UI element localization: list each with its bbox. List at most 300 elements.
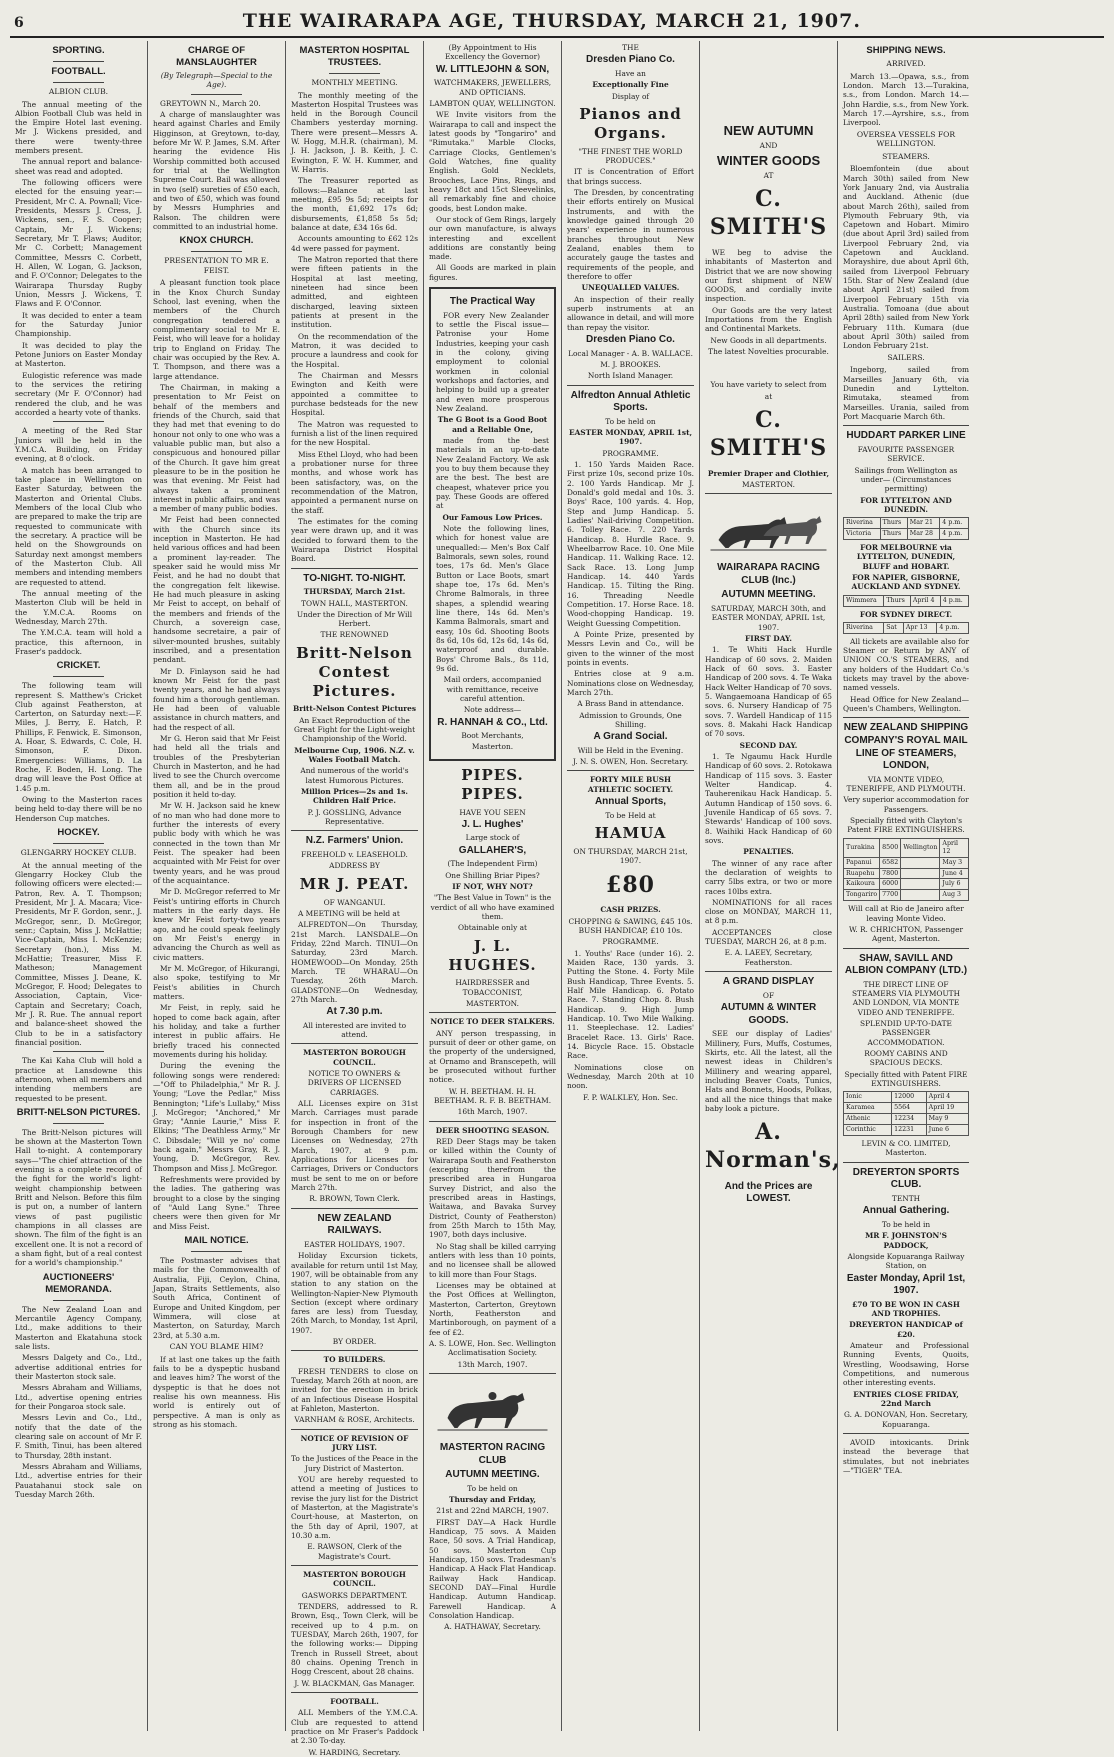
deer-season-heading: DEER SHOOTING SEASON. xyxy=(435,1125,550,1135)
the: THE xyxy=(622,43,639,52)
johnston-location: Alongside Kopuaranga Railway Station, on xyxy=(847,1251,965,1271)
chrichton-signature: W. R. CHRICHTON, Passenger Agent, Masterton. xyxy=(848,924,964,944)
article-paragraph: NOMINATIONS for all races close on MONDAY, MARCH 11, at 8 p.m. xyxy=(705,897,832,926)
dresden-title: Dresden Piano Co. xyxy=(586,54,675,66)
ship-name: Riverina xyxy=(844,518,881,529)
hospital-subheading: MONTHLY MEETING. xyxy=(311,77,398,87)
albion-heading: ALBION CLUB. xyxy=(48,86,109,96)
article-paragraph: During the evening the following songs were rendered:—"Off to Philadelphia," Mr R. J. Young; "Love the Pedlar," Miss Bennington; "Life's Lullaby," Miss J. McGregor; "Anchored," Mr Gray; "Annie Laurie," Miss F. Elkins; "The Deathless Army," Mr C. Dibsdale; "Will ye no' come back again," Messrs Gray, R. J. Young, D. McGregor, Rev. Thompson and Miss J. McGregor. xyxy=(153,1061,280,1173)
unequalled-values: UNEQUALLED VALUES. xyxy=(581,283,680,293)
huddart-heading: HUDDART PARKER LINE xyxy=(846,430,966,442)
will-call: Will call at Rio de Janeiro after leaving Monte Video. xyxy=(848,904,964,923)
nzsc-accom: Very superior accommodation for Passengers. xyxy=(843,795,969,814)
sail-time: 4 p.m. xyxy=(940,518,969,529)
pipes-title: PIPES. PIPES. xyxy=(461,765,524,803)
article-paragraph: Refreshments were provided by the ladies. The gathering was brought to a close by the singing of "Auld Lang Syne." Three cheers were then given for Mr and Miss Feist. xyxy=(153,1175,280,1231)
annual-gathering: Annual Gathering. xyxy=(862,1205,950,1217)
large-stock: Large stock of xyxy=(465,833,520,843)
sail-day: Sat xyxy=(884,622,904,633)
article-paragraph: Holiday Excursion tickets, available for return until 1st May, 1907, will be obtainable from any station to any station on the Wellington-Napier-New Plymouth Section (except where ordinary fares are less) from Tuesday, 26th March, to Monday, 1st April, 1907. xyxy=(291,1251,418,1335)
article-paragraph: SEE our display of Ladies' Millinery, Furs, Muffs, Costumes, Skirts, etc. All the latest, all the newest ideas in Children's Millinery and wearing apparel, including Beaver Coats, Tunics, Hats and Bonnets, Hoods, Polkas, and all the nice things that make baby look a picture. xyxy=(705,1029,832,1113)
gossling: P. J. GOSSLING, Advance Representative. xyxy=(307,807,402,827)
practical-way-title: The Practical Way xyxy=(449,296,536,308)
racehorse-icon xyxy=(429,1378,556,1438)
racing-dates: 21st and 22nd MARCH, 1907. xyxy=(436,1506,549,1516)
programme-heading-2: PROGRAMME. xyxy=(602,937,659,947)
exceptionally-fine: Exceptionally Fine xyxy=(592,80,669,90)
and: AND xyxy=(759,141,778,151)
nzsc-specially: Specially fitted with Clayton's Patent FIRE EXTINGUISHERS. xyxy=(847,816,965,835)
hockey-heading: HOCKEY. xyxy=(57,827,100,839)
jury-heading: NOTICE OF REVISION OF JURY LIST. xyxy=(300,1433,409,1453)
wrc-heading: WAIRARAPA RACING CLUB (Inc.) xyxy=(717,562,820,586)
smith-masterton: MASTERTON. xyxy=(741,479,796,489)
tonnage: 8500 xyxy=(880,838,901,857)
latest-novelties: The latest Novelties procurable. xyxy=(708,347,829,357)
article-paragraph: Messrs Levin and Co., Ltd., notify that the date of the clearing sale on account of Mr F. F. Smith, Tinui, has been altered to Thursday, 28th instant. xyxy=(15,1413,142,1460)
huddart-schedule xyxy=(843,517,969,540)
sail-date: July 6 xyxy=(940,879,969,890)
gasworks-subheading: GASWORKS DEPARTMENT. xyxy=(301,1590,408,1600)
britt-nelson-heading: BRITT-NELSON PICTURES. xyxy=(16,1106,141,1118)
article-paragraph: The Dresden, by concentrating their efforts entirely on Musical Instruments, and with the knowledge gained through 20 years' experience in numerous branches throughout New Zealand, enables them to accurately gauge the tastes and requirements of the people, and therefore to offer xyxy=(567,188,694,281)
melbourne-cup: Melbourne Cup, 1906. N.Z. v. Wales Football Match. xyxy=(294,745,415,765)
sail-date: Aug 3 xyxy=(940,890,969,901)
article-paragraph: An inspection of their really superb instruments at an allowance in detail, and will more than repay the visitor. xyxy=(567,294,694,332)
article-paragraph: Nominations close on Wednesday, March 20th at 10 noon. xyxy=(567,1062,694,1091)
harding-signature: W. HARDING, Secretary. xyxy=(308,1747,401,1757)
a-normans: A. Norman's, xyxy=(705,1119,841,1173)
ship-name: Wimmera xyxy=(844,595,884,606)
steamers-heading: STEAMERS. xyxy=(882,151,930,161)
article-paragraph: made from the best materials in an up-to-date New Zealand Factory. We ask you to buy them because they are the best. The best are cheapest, whatever price you pay. These Goods are offered at xyxy=(436,436,549,511)
easter-holidays: EASTER HOLIDAYS, 1907. xyxy=(304,1239,405,1249)
gasworks-heading: MASTERTON BOROUGH COUNCIL. xyxy=(303,1570,406,1589)
premier-draper: Premier Draper and Clothier, xyxy=(707,468,830,478)
meeting-list: ALFREDTON—On Thursday, 21st March. LANSDALE—On Friday, 22nd March. TINUI—On Saturday, 23rd March. HOMEWOOD—On Monday, 25th March. TE WHARAU—On Tuesday, 26th March. GLADSTONE—On Wednesday, 27th March. xyxy=(291,920,418,1004)
thursday-friday: Thursday and Friday, xyxy=(449,1495,536,1505)
grand-display: A GRAND DISPLAY xyxy=(722,976,815,988)
article-paragraph: 1. Te Whiti Hack Hurdle Handicap of 60 sovs. 2. Maiden Hack of 60 sovs. 3. Easter Handicap of 200 sovs. 4. Te Waka Hack Welter Handicap of 70 sovs. 5. Wangaemoana Handicap of 65 sovs. 6. Nursery Handicap of 75 sovs. 7. Wardell Handicap of 115 sovs. 8. Makahi Hack Handicap of 70 sovs. xyxy=(705,645,832,739)
practical-way-advert xyxy=(429,287,556,761)
sailers-heading: SAILERS. xyxy=(887,352,925,362)
tenth: TENTH xyxy=(891,1193,921,1203)
littlejohn-title: W. LITTLEJOHN & SON, xyxy=(435,63,550,75)
autumn-winter-goods: AUTUMN & WINTER GOODS. xyxy=(720,1002,817,1026)
article-paragraph: Accounts amounting to £62 12s 4d were passed for payment. xyxy=(291,234,418,253)
article-paragraph: The following team will represent S. Matthew's Cricket Club against Featherston, at Carterton, on Saturday next:—F. Miles, J. Berry, E. Hatch, P. Phillips, F. Fenwick, E. Simonson, A. Hoar, S. Edwards, C. Cole, H. Simonson, F. Dixon. Emergencies: Williams, D. La Roche, F. Boden, H. Long. The drag will leave the Post Office at 1.45 p.m. xyxy=(15,681,142,793)
article-paragraph: Amateur and Professional Running Events, Quoits, Wrestling, Woodsawing, Horse Competitions, and numerous other interesting events. xyxy=(843,1341,969,1388)
on-thursday: ON THURSDAY, MARCH 21st, 1907. xyxy=(573,846,688,866)
article-paragraph: FRESH TENDERS to close on Tuesday, March 26th at noon, are invited for the erection in brick of an Infectious Disease Hospital at Fahleton, Masterton. xyxy=(291,1366,418,1414)
sail-date: June 6 xyxy=(926,1125,968,1136)
article-paragraph: YOU are hereby requested to attend a meeting of Justices to revise the jury list for the District of Masterton, at the Magistrate's Court-house, at Masterton, on the 5th day of April, 1907, at 10.30 a.m. xyxy=(291,1475,418,1541)
article-paragraph: The Y.M.C.A. team will hold a practice, this afternoon, in Fraser's paddock. xyxy=(15,628,142,656)
low-prices: Our Famous Low Prices. xyxy=(442,512,543,522)
will-be-held: Will be Held in the Evening. xyxy=(577,745,684,755)
table-row xyxy=(844,868,969,879)
steamer-name: Papanui xyxy=(844,857,880,868)
winter-goods: WINTER GOODS xyxy=(716,152,821,168)
article-paragraph: The Britt-Nelson pictures will be shown at the Masterton Town Hall to-night. A contemporary says—"The chief attraction of the evening is a complete record of the fight for the world's light-weight championship between Britt and Nelson. Before this film is put on, a number of lantern views of past pugilistic champions in all classes are shown. The film of the fight is an excellent one. It is not a record of a sham fight, but of a real contest for a world's championship." xyxy=(15,1127,142,1268)
page-number: 6 xyxy=(14,15,24,31)
shipping-heading: SHIPPING NEWS. xyxy=(866,45,946,56)
steamer-name: Karamea xyxy=(844,1103,892,1114)
glengarry-heading: GLENGARRY HOCKEY CLUB. xyxy=(20,848,137,858)
to-be-held-in: To be held in xyxy=(881,1219,931,1229)
dreyerton-heading: DREYERTON SPORTS CLUB. xyxy=(852,1166,960,1191)
tonight-banner: TO-NIGHT. TO-NIGHT. xyxy=(303,572,406,584)
freehold: FREEHOLD v. LEASEHOLD. xyxy=(301,850,408,860)
programme-heading: PROGRAMME. xyxy=(602,448,659,458)
cricket-heading: CRICKET. xyxy=(56,660,101,672)
article-paragraph: GREYTOWN N., March 20. xyxy=(160,98,261,108)
charge-heading: CHARGE OF MANSLAUGHTER xyxy=(176,45,257,68)
mail-notice-heading: MAIL NOTICE. xyxy=(184,1235,249,1247)
steamer-name: Athenic xyxy=(844,1114,892,1125)
wrc-dates: SATURDAY, MARCH 30th, and EASTER MONDAY, APRIL 1st, 1907. xyxy=(711,603,826,632)
sail-date: May 9 xyxy=(926,1114,968,1125)
article-paragraph: Mr G. Heron said that Mr Feist had held all the trials and troubles of the Presbyterian Church in Masterton, and he had lived to see the Church overcome them all, and be in the proud position it held to-day. xyxy=(153,734,280,799)
prices: Million Prices—2s and 1s. Children Half Price. xyxy=(301,787,408,806)
column-6 xyxy=(700,41,841,1731)
local-manager: Local Manager - A. B. WALLACE. xyxy=(568,348,693,358)
levin-signature: LEVIN & CO. LIMITED, Masterton. xyxy=(861,1139,951,1158)
chopping: CHOPPING & SAWING, £45 10s. BUSH HANDICAP, £10 10s. xyxy=(568,916,693,935)
donovan-signature: G. A. DONOVAN, Hon. Secretary, Kopuaranga. xyxy=(844,1410,968,1429)
article-paragraph: ANY person trespassing, in pursuit of deer or other game, on the property of the undersigned, at Ornamo and Branscepeth, will be prosecuted without further notice. xyxy=(429,1028,556,1085)
beetham-signature: W. H. BEETHAM. H. H. BEETHAM. R. F. B. BEETHAM. xyxy=(433,1086,552,1106)
new-autumn: NEW AUTUMN xyxy=(723,123,814,138)
table-row xyxy=(844,518,969,529)
article-paragraph: Our stock of Gem Rings, largely our own manufacture, is always interesting and excellent additions are constantly being made. xyxy=(429,214,556,262)
sporting-heading: SPORTING. xyxy=(52,45,105,56)
sail-date: Apr 13 xyxy=(903,622,937,633)
article-paragraph: The annual meeting of the Masterton Club will be held in the Y.M.C.A. Rooms on Wednesday, March 27th. xyxy=(15,588,142,626)
alfredton-heading: Alfredton Annual Athletic Sports. xyxy=(570,389,691,414)
at-2: at xyxy=(764,391,773,401)
football-heading: FOOTBALL. xyxy=(51,65,106,77)
favourite-passenger: FAVOURITE PASSENGER SERVICE. xyxy=(857,444,955,464)
first-day: FIRST DAY. xyxy=(745,633,792,643)
article-paragraph: Owing to the Masterton races being held to-day there will be no Henderson Cup matches. xyxy=(15,795,142,823)
article-paragraph: Mr M. McGregor, of Hikurangi, also spoke, testifying to Mr Feist's abilities in Church matters. xyxy=(153,963,280,1001)
article-paragraph: A pleasant function took place in the Knox Church Sunday School, last evening, when the members of the Church congregation tendered a complimentary social to Mr E. Feist, who will leave for a holiday trip to England on Friday. The chair was occupied by the Rev. A. T. Thompson, and there was a large attendance. xyxy=(153,278,280,381)
c-smiths: C. SMITH'S xyxy=(709,186,828,241)
tonnage: 7700 xyxy=(880,890,901,901)
johnston-paddock: MR F. JOHNSTON'S PADDOCK, xyxy=(865,1231,947,1250)
columns xyxy=(10,41,1104,1757)
prices-lowest: And the Prices are LOWEST. xyxy=(724,1180,813,1205)
deer-heading: NOTICE TO DEER STALKERS. xyxy=(430,1017,555,1027)
by-order: BY ORDER. xyxy=(332,1337,377,1347)
easter-monday-april: Easter Monday, April 1st, 1907. xyxy=(846,1272,966,1297)
autumn-meeting: AUTUMN MEETING. xyxy=(445,1469,540,1481)
article-paragraph: WE Invite visitors from the Wairarapa to call and inspect the latest goods by "Tongariro" and "Rimutaka." Marble Clocks, Carriage Clocks, Gentlemen's Gold Watches, fine quality English. Gold Necklets, Brooches, Lace Pins, Rings, and heavy 18ct and 15ct Sleevelinks, all remarkably fine and choice goods, best London make. xyxy=(429,110,556,213)
auctioneers-heading: AUCTIONEERS' MEMORANDA. xyxy=(42,1271,115,1295)
one-shilling: One Shilling Briar Pipes? xyxy=(445,870,540,880)
sail-date: May 3 xyxy=(940,857,969,868)
north-island-manager: North Island Manager. xyxy=(587,371,674,381)
oversea-heading: OVERSEA VESSELS FOR WELLINGTON. xyxy=(856,129,956,149)
dresden-co-2: Dresden Piano Co. xyxy=(586,333,675,345)
article-paragraph: Mr W. H. Jackson said he knew of no man who had done more to further the interests of every public body with which he was connected in the town than Mr Feist. The speaker had been acquainted with Mr Feist for over twenty years, and he was proud of the acquaintance. xyxy=(153,801,280,885)
tonnage: 12231 xyxy=(892,1125,927,1136)
article-paragraph: FOR every New Zealander to settle the Fiscal issue—Patronise your Home Industries, keeping your cash in the colony, giving employment to colonial workmen in colonial workshops and factories, and helping to build up a greater and even more prosperous New Zealand. xyxy=(436,310,549,414)
article-paragraph: Our Goods are the very latest Importations from the English and Continental Markets. xyxy=(705,305,832,334)
table-row xyxy=(844,1125,969,1136)
mail-question: CAN YOU BLAME HIM? xyxy=(169,1342,264,1352)
brookes: M. J. BROOKES. xyxy=(600,359,661,369)
article-paragraph: The Matron reported that there were fifteen patients in the Hospital at last meeting, nineteen had since been admitted, and eighteen discharged, leaving sixteen patients at present in the institution. xyxy=(291,255,418,330)
article-paragraph: All Goods are marked in plain figures. xyxy=(429,263,556,282)
article-paragraph: The following officers were elected for the ensuing year:—President, Mr C. A. Pownall; Vice-Presidents, Messrs J. Cress, J. Wickens, sen., F. S. Cooper; Captain, Mr J. Wickens; Secretary, Mr T. Flaws; Auditor, Mr C. Corbett; Management Committee, Messrs C. Corbett, H. Allen, W. Logan, G. Jackson, and F. O'Connor; Delegates to the Wairarapa Thursday Rugby Union, Messrs J. Wickens, T. Flaws and F. O'Connor. xyxy=(15,178,142,309)
renowned: THE RENOWNED xyxy=(320,630,389,640)
table-row xyxy=(844,1092,969,1103)
have-an: Have an xyxy=(615,68,646,78)
hannah-title: R. HANNAH & CO., Ltd. xyxy=(437,716,548,728)
direction: Under the Direction of Mr Will Herbert. xyxy=(296,609,413,629)
article-paragraph: A match has been arranged to take place in Wellington on Easter Saturday, between the Masterton and Oriental Clubs. Members of the local Club who are prepared to make the trip are requested to communicate with the secretary. A practice will be held on the Showgrounds on Saturday next amongst members of the Masterton Club. All members and intending members are requested to attend. xyxy=(15,465,142,587)
to-be-held-on: To be held on xyxy=(605,416,656,426)
nzsc-heading: NEW ZEALAND SHIPPING COMPANY'S ROYAL MAIL LINE OF STEAMERS, LONDON, xyxy=(843,722,969,772)
britt-nelson-subtitle: Britt-Nelson Contest Pictures xyxy=(292,704,416,714)
entries-close: ENTRIES CLOSE FRIDAY, 22nd March xyxy=(853,1389,959,1408)
to-be-held: To be held on xyxy=(467,1483,518,1493)
port xyxy=(901,857,940,868)
tonnage: 7800 xyxy=(880,868,901,879)
appointment: (By Appointment to His Excellency the Governor) xyxy=(444,43,541,62)
sail-date: Mar 21 xyxy=(907,518,939,529)
article-paragraph: Messrs Abraham and Williams, Ltd., advertise entries for their Pauatahanui stock sale on Tuesday March 26th. xyxy=(15,1461,142,1499)
brass-band: A Brass Band in attendance. xyxy=(577,699,684,709)
sail-date: April 4 xyxy=(926,1092,968,1103)
article-paragraph: Ingeborg, sailed from Marseilles January 6th, via Dunedin and Lyttelton. Rimutaka, steamed from Marseilles. Urania, sailed from Port Macquarie March 6th. xyxy=(843,365,969,421)
article-paragraph: Messrs Abraham and Williams, Ltd., advertise opening entries for their Pongaroa stock sale. xyxy=(15,1383,142,1411)
article-paragraph: The annual meeting of the Albion Football Club was held in the Empire Hotel last evening. Mr J. Wickens presided, and there were twenty-three members present. xyxy=(15,99,142,156)
port xyxy=(901,890,940,901)
admission: Admission to Grounds, One Shilling. xyxy=(579,710,682,729)
meeting-held: A MEETING will be held at xyxy=(298,908,400,918)
tonnage: 5564 xyxy=(892,1103,927,1114)
article-paragraph: The New Zealand Loan and Mercantile Agency Company, Ltd., make additions to their Masterton and Ekatahuna stock sale lists. xyxy=(15,1304,142,1351)
article-paragraph: If at last one takes up the faith fails to be a dyspeptic husband and leaves him? The worst of the dyspeptic is that he does not realise his own meanness. His world is entirely out of perspective. A man is only as strong as his stomach. xyxy=(153,1354,280,1429)
charge-subheading: (By Telegraph—Special to the Age). xyxy=(160,70,273,90)
article-paragraph: All tickets are available also for Steamer or Return by ANY of UNION CO.'S STEAMERS, and any holders of the Huddart Co.'s tickets may travel by the above-named vessels. xyxy=(843,636,969,693)
mr-peat: MR J. PEAT. xyxy=(299,874,410,893)
nzsc-schedule xyxy=(843,838,969,902)
shaw-heading: SHAW, SAVILL AND ALBION COMPANY (LTD.) xyxy=(844,952,968,977)
address-by: ADDRESS BY xyxy=(329,861,380,871)
meeting-time: At 7.30 p.m. xyxy=(326,1006,383,1018)
hannah-location: Masterton. xyxy=(471,742,514,752)
dreyerton-handicap: DREYERTON HANDICAP of £20. xyxy=(849,1320,963,1339)
sailings: Sailings from Wellington as under— (Circumstances permitting) xyxy=(854,465,958,494)
table-row xyxy=(844,529,969,540)
easter-monday: EASTER MONDAY, APRIL 1st, 1907. xyxy=(568,428,693,447)
article-paragraph: Mr Feist, in reply, said he hoped to come back again, after his holiday, and take a further interest in public affairs. He briefly traced his connected movements during his holiday. xyxy=(153,1003,280,1059)
steamer-name: Tongariro xyxy=(844,890,880,901)
article-paragraph: It was decided to enter a team for the Saturday Junior Championship. xyxy=(15,310,142,339)
steamer-name: Ruapehu xyxy=(844,868,880,879)
shaw-roomy: ROOMY CABINS AND SPACIOUS DECKS. xyxy=(864,1049,948,1068)
article-paragraph: IT is Concentration of Effort that brings success. xyxy=(567,167,694,186)
article-paragraph: The Postmaster advises that mails for the Commonwealth of Australia, Fiji, Ceylon, China, Japan, Straits Settlements, also South Africa, Continent of Europe and United Kingdom, per Wimmera, will close at Masterton, on Saturday, March 23rd, at 5.30 a.m. xyxy=(153,1256,280,1340)
tonnage: 12000 xyxy=(892,1092,927,1103)
variety: You have variety to select from xyxy=(710,380,827,390)
article-paragraph: Miss Ethel Lloyd, who had been a probationer nurse for three months, and whose work has been satisfactory, was, on the recommendation of the Matron, appointed a permanent nurse on the staff. xyxy=(291,449,418,515)
builders-heading: TO BUILDERS. xyxy=(323,1355,386,1365)
owen-signature: J. N. S. OWEN, Hon. Secretary. xyxy=(572,757,689,767)
table-row xyxy=(844,879,969,890)
hughes-name: J. L. Hughes' xyxy=(461,818,524,830)
port: Wellington xyxy=(901,838,940,857)
sail-date: Mar 28 xyxy=(907,529,939,540)
britt-nelson-title: Britt-Nelson Contest Pictures. xyxy=(296,643,413,700)
sail-time: 4 p.m. xyxy=(940,595,968,606)
tonight-date: THURSDAY, March 21st. xyxy=(303,587,406,597)
borough-heading: MASTERTON BOROUGH COUNCIL. xyxy=(303,1048,406,1067)
table-row xyxy=(844,838,969,857)
ship-name: Riverina xyxy=(844,622,884,633)
article-paragraph: It was decided to play the Petone Juniors on Easter Monday at Masterton. xyxy=(15,340,142,369)
article-paragraph: On the recommendation of the Matron, it was decided to procure a laundress and cook for the Hospital. xyxy=(291,331,418,369)
article-paragraph: 1. Youths' Race (under 16). 2. Maiden Race, 130 yards. 3. Putting the Stone. 4. Forty Mile Bush Handicap, Three Events. 5. Half Mile Handicap. 6. Potato Race. 7. Standing Chop. 8. Bush Handicap. 9. High Jump Handicap. 10. Two Mile Walking. 11. Steeplechase. 12. Ladies' Bracelet Race. 13. Girls' Race. 14. Bicycle Race. 15. Obstacle Race. xyxy=(567,948,694,1061)
shaw-direct: THE DIRECT LINE OF STEAMERS VIA PLYMOUTH AND LONDON, VIA MONTE VIDEO AND TENERIFFE. xyxy=(851,979,961,1017)
article-paragraph: No Stag shall be killed carrying antlers with less than 10 points, and no licensee shall be allowed to kill more than Four Stags. xyxy=(429,1241,556,1279)
c-smiths-2: C. SMITH'S xyxy=(709,407,828,461)
article-paragraph: Note the following lines, which for honest value are unequalled:— Men's Box Calf Balmorals, sewn soles, round toes, 17s 6d. Men's Glace Button or Lace Boots, smart shape toe, 17s 6d. Men's Chrome Balmorals, in three shapes, a splendid wearing line there, 14s 6d. Men's Kamma Balmorals, smart and easy, 10s 6d. Shooting Boots 8s 6d, 10s 6d, 12s 6d, 14s 6d, waterproof and durable. Boys' Chrome Bals., 8s 11d, 9s 6d. xyxy=(436,523,549,673)
table-row xyxy=(844,1103,969,1114)
arrived: ARRIVED. xyxy=(886,58,926,68)
pianos-organs: Pianos and Organs. xyxy=(579,104,682,142)
wrc-autumn: AUTUMN MEETING. xyxy=(721,589,816,601)
farmers-union: N.Z. Farmers' Union. xyxy=(305,835,404,847)
shaw-schedule xyxy=(843,1091,969,1136)
article-paragraph: Mr D. Finlayson said he had known Mr Feist for the past twenty years, and he had always found him a thorough gentleman. He had been of valuable assistance in church matters, and had the respect of all. xyxy=(153,666,280,732)
hathaway-signature: A. HATHAWAY, Secretary. xyxy=(444,1622,541,1632)
column-7 xyxy=(838,41,974,1731)
tonnage: 12234 xyxy=(892,1114,927,1125)
knox-subheading: PRESENTATION TO MR E. FEIST. xyxy=(164,256,269,275)
laeey-signature: E. A. LAEEY, Secretary, Featherston. xyxy=(724,948,813,967)
article-paragraph: A Pointe Prize, presented by Messrs Levin and Co., will be given to the winner of the most points in events. xyxy=(567,629,694,667)
horse-race-illustration xyxy=(705,498,832,558)
lambton-quay: LAMBTON QUAY, WELLINGTON. xyxy=(429,98,556,108)
shaw-fire: Specially fitted with Patent FIRE EXTINGUISHERS. xyxy=(844,1069,968,1089)
article-paragraph: Licenses may be obtained at the Post Offices at Wellington, Masterton, Carterton, Greytown North, Featherston and Martinborough, on payment of a fee of £2. xyxy=(429,1280,556,1337)
if-not: IF NOT, WHY NOT? xyxy=(452,882,533,892)
sail-date: June 4 xyxy=(940,868,969,879)
steamer-name: Ionic xyxy=(844,1092,892,1103)
lyttelton: FOR LYTTELTON AND DUNEDIN. xyxy=(860,495,952,514)
rawson-signature: E. RAWSON, Clerk of the Magistrate's Court. xyxy=(307,1542,402,1561)
article-paragraph: RED Deer Stags may be taken or killed within the County of Wairarapa South and Featherston (excepting therefrom the prescribed area in Hungaroa Survey District, and also the prescribed areas in Hastings, Waitawa, and Bavaka Survey District, County of Featherston) from 25th March to 15th May, 1907, both days inclusive. xyxy=(429,1137,556,1240)
display-of: Display of xyxy=(611,91,650,101)
article-paragraph: ACCEPTANCES close TUESDAY, MARCH 26, at 8 p.m. xyxy=(705,927,832,947)
table-row xyxy=(844,857,969,868)
best-value: "The Best Value in Town" is the verdict of all who have examined them. xyxy=(430,893,555,922)
article-paragraph: ALL Licenses expire on 31st March. Carriages must parade for inspection in front of the Borough Chambers for new Licenses on Wednesday, 27th March, 1907, at 9 p.m. Applications for Licenses for Carriages, Drivers or Conductors must be sent to me on or before March 27th. xyxy=(291,1099,418,1193)
sydney-direct: FOR SYDNEY DIRECT. xyxy=(859,609,953,619)
article-paragraph: Mr D. McGregor referred to Mr Feist's untiring efforts in Church matters in the early days. He knew Mr Feist forty-two years ago, and he could speak feelingly on Mr Feist's energy in advancing the Church as well as civic matters. xyxy=(153,887,280,962)
column-1 xyxy=(10,41,148,1731)
table-row xyxy=(844,1114,969,1125)
huddart-schedule-3 xyxy=(843,622,969,634)
horse-race-icon xyxy=(705,498,832,558)
sail-date: April 4 xyxy=(910,595,940,606)
racehorse-illustration xyxy=(429,1378,556,1438)
seventy-pounds: £70 TO BE WON IN CASH AND TROPHIES. xyxy=(852,1299,960,1319)
racing-club-title: MASTERTON RACING CLUB xyxy=(439,1441,546,1466)
mail-orders: Mail orders, accompanied with remittance, receive careful attention. xyxy=(443,675,542,703)
held-at: To be Held at xyxy=(605,810,656,820)
steamer-name: Turakina xyxy=(844,838,880,857)
article-paragraph: FIRST DAY—A Hack Hurdle Handicap, 75 sovs. A Maiden Race, 50 sovs. A Trial Handicap, 50 sovs. Masterton Cup Handicap, 150 sovs. Tradesman's Handicap. A Hack Flat Handicap. Railway Hack Handicap. SECOND DAY—Final Hurdle Handicap. Autumn Handicap. Farewell Handicap. A Consolation Handicap. xyxy=(429,1517,556,1620)
littlejohn-trade: WATCHMAKERS, JEWELLERS, AND OPTICIANS. xyxy=(433,78,552,97)
at: AT xyxy=(763,171,774,181)
article-paragraph: The Matron was requested to furnish a list of the linen required for the new Hospital. xyxy=(291,419,419,448)
blackman-signature: J. W. BLACKMAN, Gas Manager. xyxy=(294,1678,415,1688)
new-goods: New Goods in all departments. xyxy=(710,335,827,345)
article-paragraph: The Chairman and Messrs Ewington and Keith were appointed a committee to purchase bedsteads for the new Hospital. xyxy=(291,371,418,418)
varnham-signature: VARNHAM & ROSE, Architects. xyxy=(294,1415,415,1425)
article-paragraph: A charge of manslaughter was heard against Charles and Emily Higginson, at Greytown, to-day, before Mr W. P. James, S.M. After hearing the evidence His Worship committed both accused for trial at the Wellington Supreme Court. Bail was allowed in two (self) sureties of £50 each, and two of £50, which was found by Messrs Humphries and Ralson. The children were committed to an industrial home. xyxy=(153,109,280,231)
article-paragraph: 1. 150 Yards Maiden Race. First prize 10s, second prize 10s. 2. 100 Yards Handicap. Mr J. Donald's gold medal and 10s. 3. Boys' Race, 100 yards. 4. Hop, Step and Jump Handicap. 5. Ladies' Nail-driving Competition. 6. Tolley Race. 7. 220 Yards Handicap. 8. Hurdle Race. 9. Wheelbarrow Race. 10. One Mile Handicap. 11. Walking Race. 12. Sack Race. 13. Long Jump Handicap. 14. 440 Yards Handicap. 15. Tilting the Ring. 16. Threading Needle Competition. 17. Horse Race. 18. Wood-chopping Handicap. 19. Weight Guessing Competition. xyxy=(567,460,694,628)
boot-merchants: Boot Merchants, xyxy=(461,731,524,741)
independent-firm: (The Independent Firm) xyxy=(447,859,538,869)
article-paragraph: At the annual meeting of the Glengarry Hockey Club the following officers were elected:—Patron, Rev. A. T. Thompson; President, Mr J. A. Macara; Vice-Presidents, Mr F. Gordon, senr., J. McGregor, senr., D. McGregor, senr.; Captain, Miss J. McHattie; Vice-Captain, Miss I. McKenzie; Secretary (hon.), Miss M. McHattie; Treasurer, Miss F. Matheson; Management Committee, Misses J. Deane, K. McGregor, F. Hood; Delegates to Association, Captain, Vice-Captain and Secretary; Coach, Mr J. R. Rue. The annual report and balance-sheet showed the Club to be in a satisfactory financial position. xyxy=(15,860,142,1047)
article-paragraph: A meeting of the Red Star Juniors will be held in the Y.M.C.A. Building, on Friday evening, at 8 o'clock. xyxy=(15,426,142,464)
grand-social: A Grand Social. xyxy=(593,731,668,743)
column-3 xyxy=(286,41,424,1757)
napier: FOR NAPIER, GISBORNE, AUCKLAND AND SYDNEY. xyxy=(851,573,961,592)
deer-date: 16th March, 1907. xyxy=(457,1107,528,1117)
article-paragraph: March 13.—Opawa, s.s., from London. March 13.—Turakina, s.s., from London. March 14.—John Hardie, s.s., from New York. March 17.—Ayrshire, s.s., from Liverpool. xyxy=(843,71,969,128)
hospital-heading: MASTERTON HOSPITAL TRUSTEES. xyxy=(299,45,410,68)
town-hall: TOWN HALL, MASTERTON. xyxy=(301,598,408,608)
article-paragraph: Entries close at 9 a.m. Nominations close on Wednesday, March 27th. xyxy=(567,669,694,697)
lowe-signature: A. S. LOWE, Hon. Sec. Wellington Acclimatisation Society. xyxy=(429,1338,556,1358)
jury-subheading: To the Justices of the Peace in the Jury District of Masterton. xyxy=(291,1454,418,1473)
article-paragraph: The winner of any race after the declaration of weights to carry 5lbs extra, or two or more races 10lbs extra. xyxy=(705,858,832,896)
ship-name: Victoria xyxy=(844,529,881,540)
sail-day: Thurs xyxy=(884,595,911,606)
have-you-seen: HAVE YOU SEEN xyxy=(459,807,526,817)
sail-date: April 12 xyxy=(940,838,969,857)
steamer-name: Corinthic xyxy=(844,1125,892,1136)
table-row xyxy=(844,622,969,633)
g-boot-title: The G Boot is a Good Boot and a Reliable One, xyxy=(437,415,548,434)
article-paragraph: 1. Te Ngaumu Hack Hurdle Handicap of 60 sovs. 2. Rotokawa Handicap of 115 sovs. 3. Easter Welter Handicap. 4. Tauherenikau Hack Handicap. 5. Autumn Handicap of 150 sovs. 6. Juvenile Handicap of 65 sovs. 7. Stewards' Handicap of 100 sovs. 8. Waihiki Hack Handicap of 60 sovs. xyxy=(705,751,832,845)
railways-heading: NEW ZEALAND RAILWAYS. xyxy=(317,1212,392,1237)
masthead xyxy=(10,8,1104,38)
nzsc-via: VIA MONTE VIDEO, TENERIFFE, AND PLYMOUTH. xyxy=(846,774,966,794)
article-paragraph: AVOID intoxicants. Drink instead the beverage that stimulates, but not inebriates—"TIGER" TEA. xyxy=(843,1437,969,1475)
sail-time: 4 p.m. xyxy=(940,529,969,540)
table-row xyxy=(844,890,969,901)
hairdresser: HAIRDRESSER and TOBACCONIST, xyxy=(455,978,530,997)
notice-owners: NOTICE TO OWNERS & DRIVERS OF LICENSED CARRIAGES. xyxy=(307,1069,402,1097)
penalties: PENALTIES. xyxy=(743,847,794,857)
article-paragraph: Mr Feist had been connected with the Church since its inception in Masterton. He had held various offices and had been a prominent lay-reader. The speaker said he would miss Mr Feist, and he had no doubt that the congregation felt likewise. He had much pleasure in asking Mr Feist to accept, on behalf of the members and friends of the Church, a sovereign case, handsome secretaire, a pair of silver-mounted brushes, suitably inscribed, and a presentation pendant. xyxy=(153,515,280,665)
port xyxy=(901,879,940,890)
article-paragraph: The Treasurer reported as follows:—Balance at last meeting, £95 9s 5d; receipts for the month, £1,692 17s 6d; disbursements, £1,858 5s 5d; balance at date, £34 16s 6d. xyxy=(291,176,418,233)
walkley-signature: F. P. WALKLEY, Hon. Sec. xyxy=(582,1092,679,1102)
article-paragraph: Eulogistic reference was made to the services the retiring secretary (Mr F. O'Connor) had rendered the club, and he was accorded a hearty vote of thanks. xyxy=(15,370,142,417)
article-paragraph: WE beg to advise the inhabitants of Masterton and District that we are now showing our first shipment of NEW GOODS, and cordially invite inspection. xyxy=(705,247,832,304)
forty-mile-heading: FORTY MILE BUSH ATHLETIC SOCIETY. xyxy=(587,775,674,794)
